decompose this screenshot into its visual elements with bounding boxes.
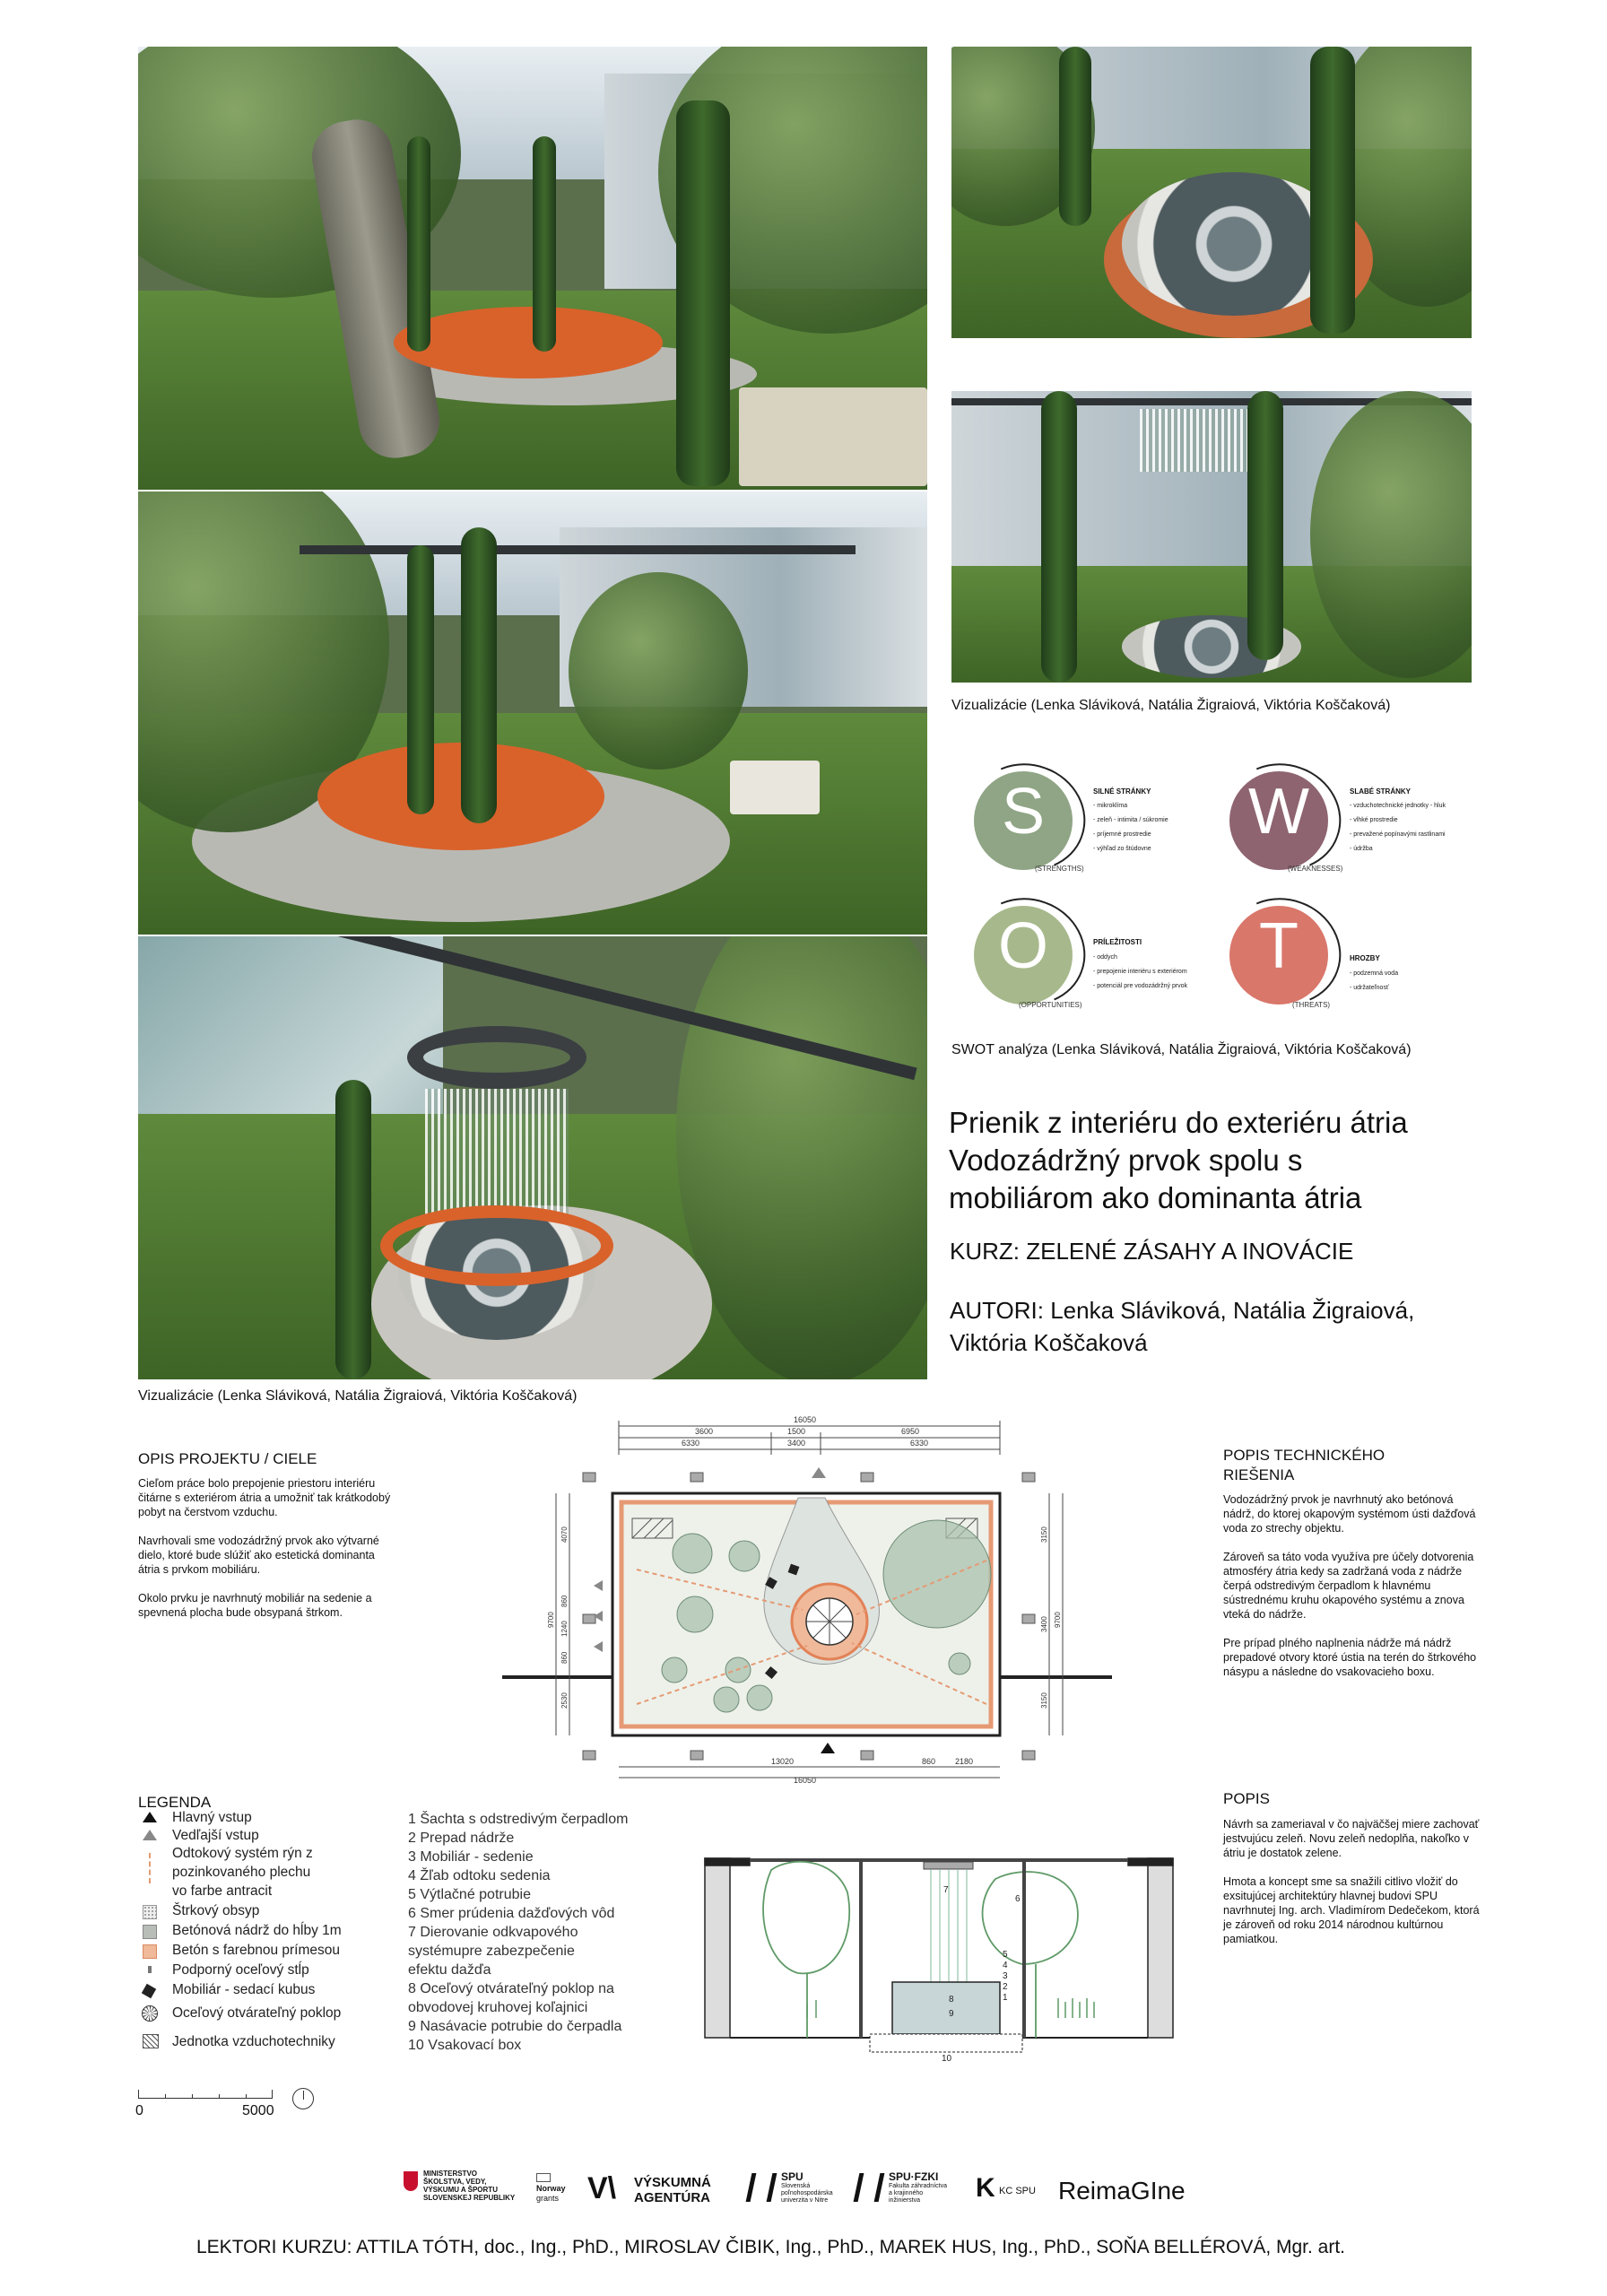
dim-top: 1500 [787, 1427, 806, 1436]
dim-top: 6950 [901, 1427, 920, 1436]
legend-item: Betónová nádrž do hĺby 1m [172, 1923, 342, 1938]
agency-icon: V\ [587, 2171, 617, 2205]
side-entrance-icon [812, 1467, 826, 1478]
main-entrance-icon [143, 1812, 157, 1822]
swot-diagram [951, 753, 1490, 1022]
swot-item: - príjemné prostredie [1093, 831, 1151, 838]
norway-icon [536, 2173, 551, 2182]
rain-lines [931, 1869, 967, 1982]
numbered-item: 1 Šachta s odstredivým čerpadlom [408, 1812, 629, 1827]
swot-arc-t [1211, 882, 1357, 1021]
drainage-line-icon [149, 1853, 151, 1883]
numbered-item: 8 Oceľový otvárateľný poklop na [408, 1981, 614, 1996]
authors-line: Viktória Koščaková [950, 1329, 1148, 1356]
dim-top: 3400 [787, 1439, 806, 1448]
legend-heading: LEGENDA [138, 1794, 212, 1811]
lecturers: LEKTORI KURZU: ATTILA TÓTH, doc., Ing., PhD., MIROSLAV ČIBIK, Ing., PhD., MAREK HUS, Ing., PhD., SOŇA BELLÉROVÁ, Mgr. art. [196, 2237, 1346, 2257]
section-label: 9 [949, 2009, 954, 2019]
numbered-item: obvodovej kruhovej koľajnici [408, 2000, 588, 2015]
authors-line: AUTORI: Lenka Sláviková, Natália Žigraiová, [950, 1297, 1415, 1324]
swot-caption: SWOT analýza (Lenka Sláviková, Natália Žigraiová, Viktória Koščaková) [951, 1042, 1412, 1057]
opis-text [138, 1476, 394, 1620]
technical-heading [1223, 1446, 1385, 1485]
swot-heading-o: PRÍLEŽITOSTI [1093, 938, 1142, 946]
side-entrance-icon [143, 1830, 157, 1840]
gravel-icon [143, 1905, 157, 1919]
section-tree-left [763, 1862, 849, 2038]
opis-paragraph: Cieľom práce bolo prepojenie priestoru interiéru čitárne s exteriérom átria a umožniť tak krátkodobý pobyt na čerstvom vzduchu. [138, 1477, 391, 1518]
renders-caption-left: Vizualizácie (Lenka Sláviková, Natália Žigraiová, Viktória Koščaková) [138, 1388, 578, 1404]
swot-item: - mikroklíma [1093, 803, 1128, 809]
section-label: 10 [942, 2054, 952, 2063]
technical-text [1223, 1492, 1483, 1679]
dim-left: 1240 [560, 1621, 569, 1637]
legend-item: Hlavný vstup [172, 1810, 252, 1825]
technical-heading-line: POPIS TECHNICKÉHO [1223, 1447, 1385, 1464]
rain-ring [924, 1862, 973, 1869]
numbered-item: 3 Mobiliár - sedenie [408, 1849, 534, 1865]
swot-item: - výhľad zo štúdovne [1093, 846, 1151, 852]
popis-paragraph: Návrh sa zameriaval v čo najväčšej miere zachovať jestvujúcu zeleň. Novu zeleň nedoplňa, nakoľko v átriu je dostatok zelene. [1223, 1818, 1480, 1859]
scale-start: 0 [135, 2103, 143, 2118]
legend-item: Oceľový otvárateľný poklop [172, 2005, 342, 2021]
dim-bottom: 13020 [771, 1757, 795, 1766]
renders-caption-right: Vizualizácie (Lenka Sláviková, Natália Žigraiová, Viktória Koščaková) [951, 698, 1391, 713]
legend-item: Mobiliár - sedací kubus [172, 1982, 316, 1997]
steel-hatch-icon [142, 2005, 158, 2022]
popis-heading: POPIS [1223, 1790, 1270, 1807]
numbered-item: 10 Vsakovací box [408, 2038, 522, 2053]
legend-item: pozinkovaného plechu [172, 1865, 311, 1880]
kc-icon: K [976, 2173, 995, 2203]
numbered-item: 7 Dierovanie odkvapového [408, 1925, 578, 1940]
render-aerial-water-feature [138, 936, 927, 1379]
authors [950, 1294, 1414, 1359]
section-drawing [699, 1830, 1184, 2063]
swot-circle-w: W [1229, 771, 1328, 870]
numbered-item: 9 Nasávacie potrubie do čerpadla [408, 2019, 622, 2034]
render-rain-ring [951, 391, 1472, 683]
gravel-bed [870, 2034, 1022, 2052]
dimension-lines-top [619, 1421, 1000, 1455]
technical-paragraph: Vodozádržný prvok je navrhnutý ako betónová nádrž, do ktorej okapovým systémom ústi dažďová voda zo strechy objektu. [1223, 1493, 1476, 1535]
numbered-item: systémupre zabezpečenie [408, 1944, 575, 1959]
site-plan [502, 1408, 1112, 1785]
dim-left: 4070 [560, 1526, 569, 1543]
steel-column-icon [148, 1966, 152, 1973]
swot-circle-t: T [1229, 906, 1328, 1004]
concrete-tank [892, 1982, 1000, 2034]
numbered-item: 4 Žľab odtoku sedenia [408, 1868, 551, 1883]
reimagine-logo: ReimaGIne [1058, 2177, 1186, 2205]
section-label: 5 [1003, 1950, 1008, 1960]
opis-paragraph: Navrhovali sme vodozádržný prvok ako výtvarné dielo, ktoré bude slúžiť ako estetická dominanta átria s prvkom mobiliáru. [138, 1535, 379, 1576]
ventilation-unit-icon [143, 2034, 159, 2048]
swot-item: - prepojenie interiéru s exteriérom [1093, 969, 1187, 975]
swot-item: - prevažené popínavými rastlinami [1350, 831, 1446, 838]
section-label: 3 [1003, 1971, 1008, 1981]
dim-left: 860 [560, 1595, 569, 1607]
section-label: 1 [1003, 1993, 1008, 2003]
dim-top: 6330 [910, 1439, 929, 1448]
dim-left: 9700 [547, 1612, 555, 1628]
legend-item: Betón s farebnou prímesou [172, 1943, 340, 1958]
technical-heading-line: RIEŠENIA [1223, 1466, 1295, 1483]
swot-heading-t: HROZBY [1350, 954, 1380, 962]
title-line: Vodozádržný prvok spolu s [949, 1144, 1303, 1177]
dim-top: 3600 [695, 1427, 714, 1436]
numbered-item: 2 Prepad nádrže [408, 1831, 515, 1846]
legend [138, 1810, 407, 2070]
dim-bottom: 16050 [794, 1776, 817, 1785]
swot-item: - podzemná voda [1350, 970, 1399, 977]
course-name: KURZ: ZELENÉ ZÁSAHY A INOVÁCIE [950, 1238, 1354, 1265]
swot-item: - udržateľnosť [1350, 985, 1389, 991]
swot-item: - vzduchotechnické jednotky - hluk [1350, 803, 1446, 809]
fzki-icon [854, 2173, 885, 2202]
dim-top: 6330 [682, 1439, 700, 1448]
north-arrow-icon [292, 2088, 314, 2109]
legend-item: Štrkový obsyp [172, 1903, 260, 1918]
dim-right: 9700 [1054, 1612, 1062, 1628]
dim-left: 2530 [560, 1692, 569, 1709]
swot-item: - oddych [1093, 954, 1117, 961]
concrete-tank-icon [143, 1925, 157, 1939]
legend-item: Odtokový systém rýn z [172, 1846, 313, 1861]
dim-right: 3400 [1040, 1616, 1048, 1632]
side-doors [594, 1580, 603, 1652]
section-label: 2 [1003, 1982, 1008, 1992]
main-entrance-icon [821, 1743, 835, 1753]
swot-item: - potenciál pre vodozádržný prvok [1093, 983, 1188, 989]
opis-paragraph: Okolo prvku je navrhnutý mobiliár na sedenie a spevnená plocha bude obsypaná štrkom. [138, 1592, 372, 1619]
numbered-item: 6 Smer prúdenia dažďových vôd [408, 1906, 615, 1921]
numbered-item: 5 Výtlačné potrubie [408, 1887, 531, 1902]
render-disc-detail [951, 47, 1472, 338]
spu-icon [746, 2173, 777, 2202]
popis-text [1223, 1817, 1483, 1946]
section-label: 6 [1015, 1894, 1021, 1904]
legend-item: Podporný oceľový stĺp [172, 1962, 309, 1978]
legend-item: vo farbe antracit [172, 1883, 273, 1899]
swot-heading-w: SLABÉ STRÁNKY [1350, 787, 1412, 796]
project-title [949, 1104, 1408, 1217]
swot-circle-s: S [974, 771, 1073, 870]
technical-paragraph: Pre prípad plného naplnenia nádrže má nádrž prepadové otvory ktoré ústia na terén do štrkového násypu a následne do vsakovacieho boxu. [1223, 1637, 1477, 1678]
numbered-list [408, 1810, 695, 2070]
dim-right: 3150 [1040, 1692, 1048, 1709]
opis-heading: OPIS PROJEKTU / CIELE [138, 1450, 317, 1467]
scale-bar [138, 2090, 273, 2099]
title-line: mobiliárom ako dominanta átria [949, 1181, 1362, 1214]
ministry-crest-icon [404, 2171, 418, 2191]
swot-circle-o: O [974, 906, 1073, 1004]
swot-item: - údržba [1350, 846, 1373, 852]
dim-top-total: 16050 [794, 1415, 817, 1424]
render-seating-ring [138, 491, 927, 935]
seat-cube-icon [142, 1984, 156, 1998]
dim-left: 860 [560, 1651, 569, 1664]
swot-label-t: (THREATS) [1292, 1001, 1331, 1009]
swot-label-s: (STRENGTHS) [1035, 865, 1084, 873]
swot-item: - vlhké prostredie [1350, 817, 1398, 823]
swot-item: - zeleň - intimita / súkromie [1093, 817, 1168, 823]
numbered-item: efektu dažďa [408, 1962, 491, 1978]
dim-bottom: 860 [922, 1757, 936, 1766]
title-line: Prienik z interiéru do exteriéru átria [949, 1106, 1408, 1139]
legend-item: Jednotka vzduchotechniky [172, 2034, 335, 2049]
swot-label-o: (OPPORTUNITIES) [1019, 1001, 1082, 1009]
norway-grants-logo: Norway grants [536, 2173, 566, 2204]
section-label: 7 [943, 1885, 949, 1895]
popis-paragraph: Hmota a koncept sme sa snažili citlivo vložiť do exsitujúcej architektúry hlavnej budovi SPU navrhnutej Ing. arch. Vladimírom Dedečekom, ktorá je zároveň od roku 2014 národnou kultúrnou pamiatkou. [1223, 1875, 1480, 1945]
render-atrium-tree [138, 47, 927, 490]
section-label: 8 [949, 1995, 954, 2005]
section-label: 4 [1003, 1961, 1008, 1970]
technical-paragraph: Zároveň sa táto voda využíva pre účely dotvorenia atmosféry átria kedy sa zadržaná voda z nádrže čerpá odstredivým čerpadlom k hlavnému sústrednému kruhu okapového systému a znova vteká do nádrže. [1223, 1551, 1474, 1621]
dim-right: 3150 [1040, 1526, 1048, 1543]
colored-concrete-icon [143, 1944, 157, 1959]
logo-row: MINISTERSTVO ŠKOLSTVA, VEDY, VÝSKUMU A ŠPORTU SLOVENSKEJ REPUBLIKY Norway grants V\ VÝSKUMNÁ AGENTÚRA SPU Slovenská poľnohospodárska univerzita v Nitre SPU·FZKI Fakulta záhradníctva a krajinného inžinierstva K KC SPU ReimaGIne [404, 2166, 1211, 2220]
legend-item: Vedľajší vstup [172, 1828, 259, 1843]
swot-heading-s: SILNÉ STRÁNKY [1093, 787, 1151, 796]
scale-end: 5000 [242, 2103, 274, 2118]
swot-label-w: (WEAKNESSES) [1288, 865, 1343, 873]
dim-bottom: 2180 [955, 1757, 974, 1766]
